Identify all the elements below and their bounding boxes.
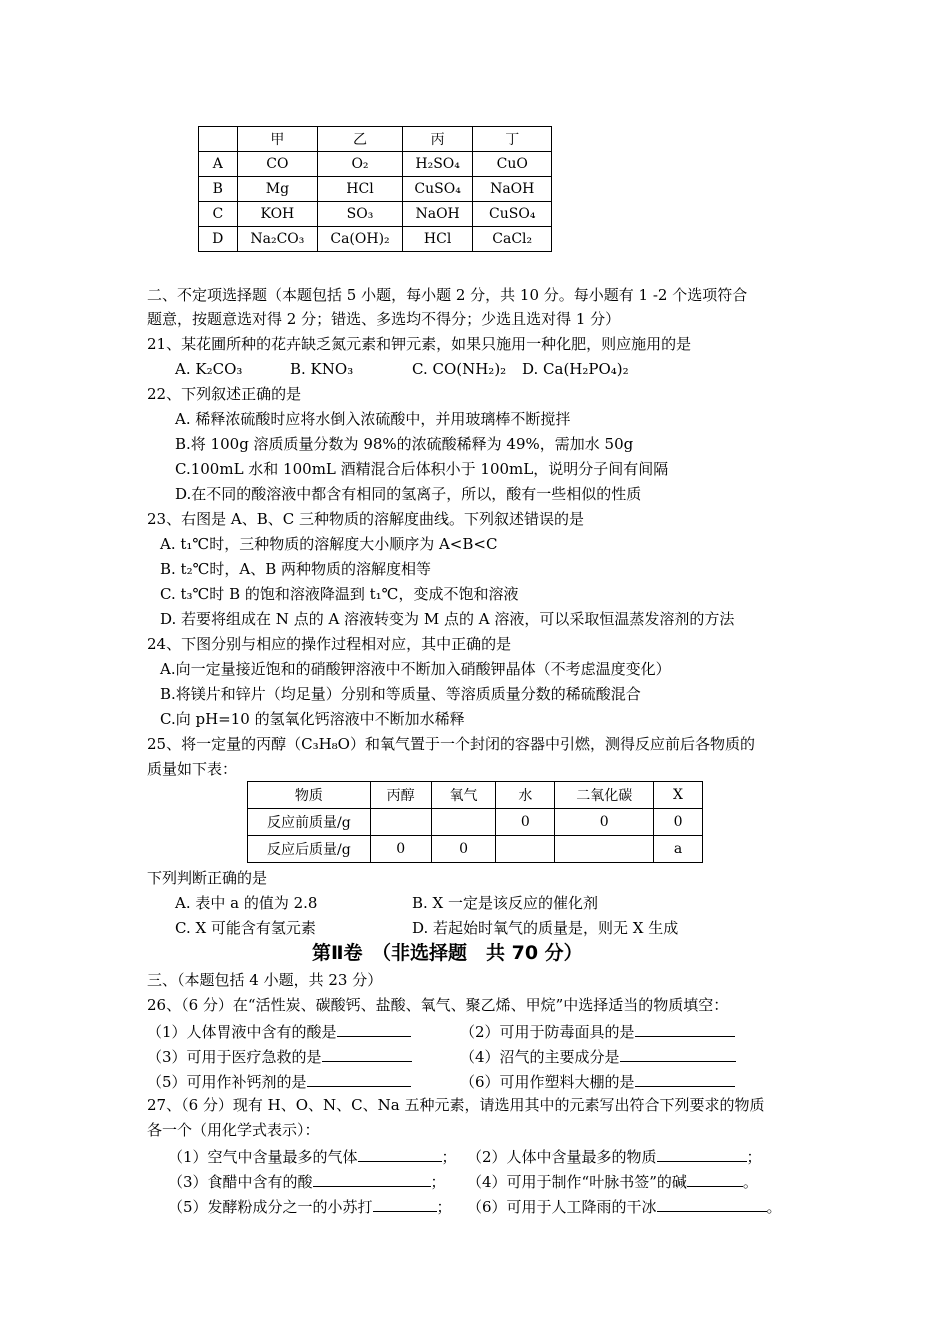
q22-option-d: D.在不同的酸溶液中都含有相同的氢离子，所以，酸有一些相似的性质 [175, 485, 642, 503]
q21-stem: 21、某花圃所种的花卉缺乏氮元素和钾元素，如果只施用一种化肥，则应施用的是 [147, 335, 692, 353]
q27-item-6: （6）可用于人工降雨的干冰 。 [467, 1195, 782, 1217]
answer-blank[interactable] [307, 1070, 411, 1087]
q27-item-1: （1）空气中含量最多的气体 ； [168, 1145, 457, 1167]
q26-item-5: （5）可用作补钙剂的是 [147, 1070, 411, 1092]
table-header: 丁 [473, 127, 552, 152]
table-cell: 反应后质量/g [248, 836, 371, 863]
table-row [199, 227, 552, 252]
table-cell: Mg [237, 177, 318, 202]
q25-after: 下列判断正确的是 [147, 869, 268, 887]
q24-option-a: A.向一定量接近饱和的硝酸钾溶液中不断加入硝酸钾晶体（不考虑温度变化） [160, 660, 671, 678]
table-cell [199, 127, 238, 152]
table-cell: HCl [318, 177, 403, 202]
table-cell: a [654, 836, 703, 863]
q24-option-c: C.向 pH=10 的氢氧化钙溶液中不断加水稀释 [160, 710, 465, 728]
table-cell: 0 [370, 836, 431, 863]
table-cell: O₂ [318, 152, 403, 177]
q25-stem-2: 质量如下表： [147, 760, 238, 778]
table-row [199, 202, 552, 227]
table-header-row [248, 782, 703, 809]
table-cell: H₂SO₄ [402, 152, 473, 177]
q22-stem: 22、下列叙述正确的是 [147, 385, 302, 403]
table-cell: C [199, 202, 238, 227]
table-cell: NaOH [473, 177, 552, 202]
q27-stem-2: 各一个（用化学式表示）： [147, 1121, 320, 1139]
table-row [248, 836, 703, 863]
q27-item-5: （5）发酵粉成分之一的小苏打 ； [168, 1195, 452, 1217]
q27-stem-1: 27、（6 分）现有 H、O、N、C、Na 五种元素，请选用其中的元素写出符合下列要求的物质 [147, 1096, 765, 1114]
q23-option-a: A. t₁℃时，三种物质的溶解度大小顺序为 A<B<C [160, 535, 498, 553]
mass-table [247, 781, 703, 863]
q24-stem: 24、下图分别与相应的操作过程相对应，其中正确的是 [147, 635, 512, 653]
q23-option-c: C. t₃℃时 B 的饱和溶液降温到 t₁℃，变成不饱和溶液 [160, 585, 519, 603]
table-cell [431, 809, 496, 836]
answer-blank[interactable] [635, 1020, 735, 1037]
q26-item-4: （4）沼气的主要成分是 [460, 1045, 736, 1067]
table-row [199, 177, 552, 202]
answer-blank[interactable] [687, 1170, 743, 1187]
table-header-row [199, 127, 552, 152]
q25-option-d: D. 若起始时氧气的质量是，则无 X 生成 [412, 919, 679, 937]
table-cell: CuSO₄ [402, 177, 473, 202]
q27-item-3: （3）食醋中含有的酸 ； [168, 1170, 446, 1192]
answer-blank[interactable] [373, 1195, 437, 1212]
table-cell: Ca(OH)₂ [318, 227, 403, 252]
table-header: 丙醇 [370, 782, 431, 809]
table-row [199, 152, 552, 177]
table-cell: B [199, 177, 238, 202]
table-cell: 0 [496, 809, 555, 836]
q27-item-2: （2）人体中含量最多的物质 ； [467, 1145, 762, 1167]
answer-blank[interactable] [358, 1145, 442, 1162]
table-header: 甲 [237, 127, 318, 152]
q22-option-b: B.将 100g 溶质质量分数为 98%的浓硫酸稀释为 49%，需加水 50g [175, 435, 634, 453]
table-header: 二氧化碳 [555, 782, 654, 809]
answer-blank[interactable] [322, 1045, 412, 1062]
section3-header: 三、（本题包括 4 小题，共 23 分） [147, 971, 383, 989]
q21-option-a: A. K₂CO₃ [175, 360, 243, 378]
table-cell: 反应前质量/g [248, 809, 371, 836]
table-cell [370, 809, 431, 836]
answer-blank[interactable] [313, 1170, 431, 1187]
q25-option-b: B. X 一定是该反应的催化剂 [412, 894, 599, 912]
q23-stem: 23、右图是 A、B、C 三种物质的溶解度曲线。下列叙述错误的是 [147, 510, 584, 528]
q24-option-b: B.将镁片和锌片（均足量）分别和等质量、等溶质质量分数的稀硫酸混合 [160, 685, 641, 703]
answer-blank[interactable] [620, 1045, 736, 1062]
answer-blank[interactable] [337, 1020, 411, 1037]
table-cell: 0 [431, 836, 496, 863]
table-cell: SO₃ [318, 202, 403, 227]
q22-option-a: A. 稀释浓硫酸时应将水倒入浓硫酸中，并用玻璃棒不断搅拌 [175, 410, 571, 428]
q23-option-d: D. 若要将组成在 N 点的 A 溶液转变为 M 点的 A 溶液，可以采取恒温蒸发溶剂的方法 [160, 610, 735, 628]
q21-option-c: C. CO(NH₂)₂ [412, 360, 507, 378]
table-cell [555, 836, 654, 863]
table-row [248, 809, 703, 836]
answer-blank[interactable] [635, 1070, 735, 1087]
reagent-table [198, 126, 552, 252]
q26-item-6: （6）可用作塑料大棚的是 [460, 1070, 735, 1092]
table-cell: NaOH [402, 202, 473, 227]
table-cell: KOH [237, 202, 318, 227]
q25-option-a: A. 表中 a 的值为 2.8 [175, 894, 318, 912]
table-header: 丙 [402, 127, 473, 152]
table-header: 水 [496, 782, 555, 809]
table-cell: D [199, 227, 238, 252]
q23-option-b: B. t₂℃时，A、B 两种物质的溶解度相等 [160, 560, 432, 578]
table-cell: CuO [473, 152, 552, 177]
table-cell: A [199, 152, 238, 177]
table-header: 乙 [318, 127, 403, 152]
table-header: 氧气 [431, 782, 496, 809]
q26-item-1: （1）人体胃液中含有的酸是 [147, 1020, 411, 1042]
table-cell: CO [237, 152, 318, 177]
section2-line1: 二、不定项选择题（本题包括 5 小题，每小题 2 分，共 10 分。每小题有 1 -2 个选项符合 [147, 286, 748, 304]
table-cell: HCl [402, 227, 473, 252]
q26-stem: 26、（6 分）在“活性炭、碳酸钙、盐酸、氧气、聚乙烯、甲烷”中选择适当的物质填空： [147, 996, 729, 1014]
q25-stem-1: 25、将一定量的丙醇（C₃H₈O）和氧气置于一个封闭的容器中引燃，测得反应前后各物质的 [147, 735, 755, 753]
table-cell: CaCl₂ [473, 227, 552, 252]
section2-line2: 题意，按题意选对得 2 分；错选、多选均不得分；少选且选对得 1 分） [147, 310, 621, 328]
table-header: 物质 [248, 782, 371, 809]
answer-blank[interactable] [657, 1145, 747, 1162]
answer-blank[interactable] [657, 1195, 767, 1212]
table-cell: Na₂CO₃ [237, 227, 318, 252]
q25-option-c: C. X 可能含有氢元素 [175, 919, 316, 937]
table-cell [496, 836, 555, 863]
table-header: X [654, 782, 703, 809]
table-cell: 0 [654, 809, 703, 836]
q22-option-c: C.100mL 水和 100mL 酒精混合后体积小于 100mL，说明分子间有间隔 [175, 460, 669, 478]
q26-item-3: （3）可用于医疗急救的是 [147, 1045, 412, 1067]
q21-option-b: B. KNO₃ [290, 360, 354, 378]
table-cell: CuSO₄ [473, 202, 552, 227]
part2-title: 第Ⅱ卷 （非选择题 共 70 分） [312, 942, 583, 964]
q27-item-4: （4）可用于制作“叶脉书签”的碱 。 [467, 1170, 758, 1192]
q21-option-d: D. Ca(H₂PO₄)₂ [522, 360, 629, 378]
table-cell: 0 [555, 809, 654, 836]
q26-item-2: （2）可用于防毒面具的是 [460, 1020, 735, 1042]
